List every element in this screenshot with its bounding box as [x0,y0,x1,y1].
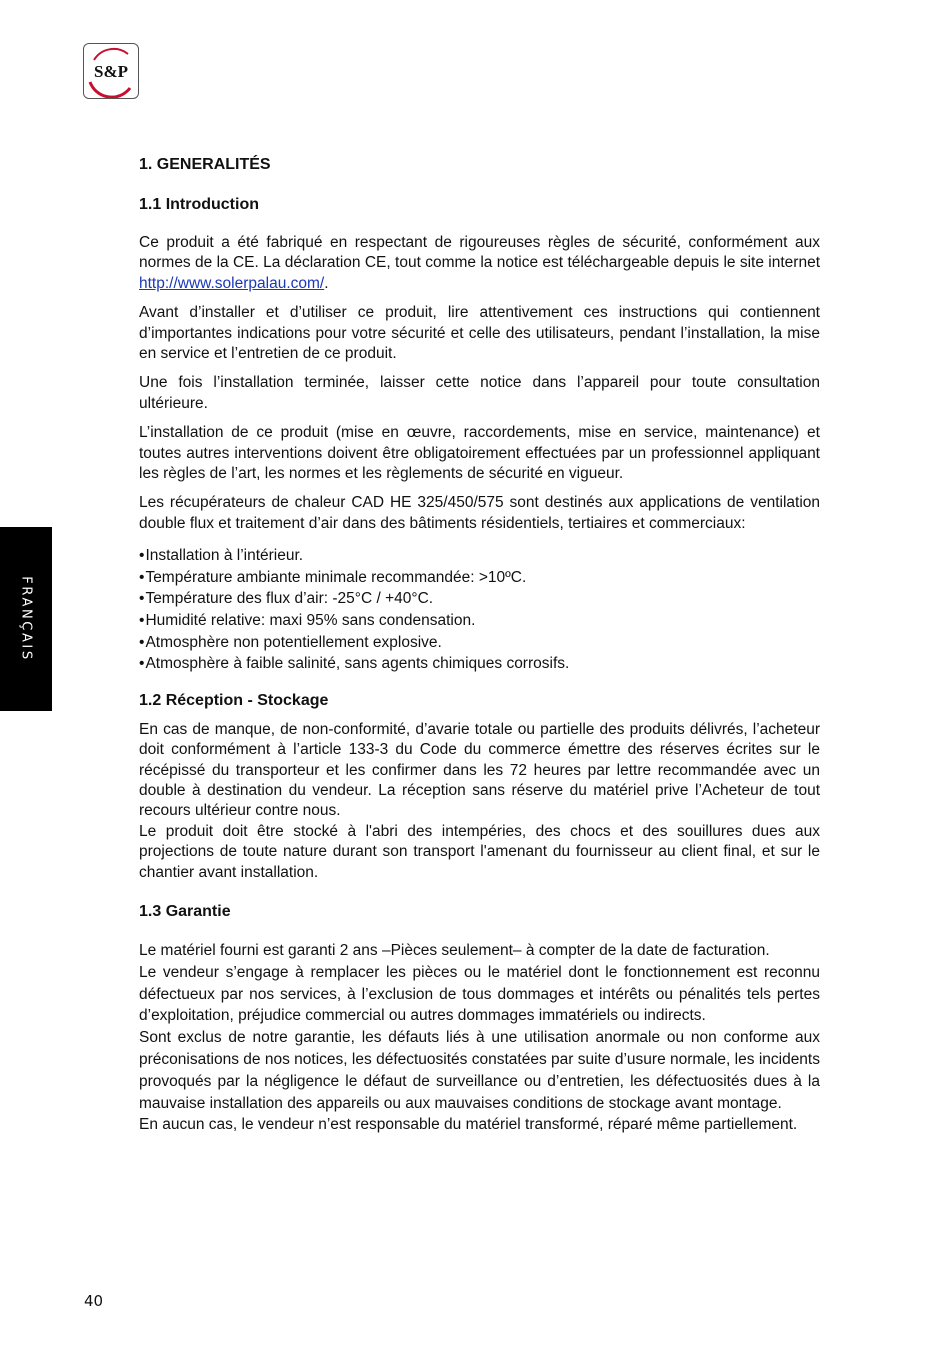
intro-paragraph-5: Les récupérateurs de chaleur CAD HE 325/450/575 sont destinés aux applications de ventilation double flux et traitement d’air dans des bâtiments résidentiels, tertiaires et commerciaux: [139,494,820,532]
garantie-paragraph-1: Le matériel fourni est garanti 2 ans –Pièces seulement– à compter de la date de facturation. [139,942,770,960]
reception-paragraph-2: Le produit doit être stocké à l'abri des intempéries, des chocs et des souillures dues aux projections de toute nature durant son transport l'amenant du fournisseur au client final, et sur le chantier avant installation. [139,822,820,881]
list-item: • Atmosphère à faible salinité, sans agents chimiques corrosifs. [139,653,820,675]
intro-paragraph-1: Ce produit a été fabriqué en respectant de rigoureuses règles de sécurité, conformément aux normes de la CE. La déclaration CE, tout comme la notice est téléchargeable depuis le site internet http://www.solerpalau.com/. [139,234,820,292]
garantie-paragraph-4: En aucun cas, le vendeur n’est responsable du matériel transformé, réparé même partiellement. [139,1116,798,1134]
reception-paragraph-1: En cas de manque, de non-conformité, d’avarie totale ou partielle des produits délivrés, l’acheteur doit conformément à l’article 133-3 du Code du commerce émettre des réserves écrites sur le récépissé du transporteur et les confirmer dans les 72 heures par lettre recommandée avec un double à destination du vendeur. La réception sans réserve du matériel prive l’Acheteur de tout recours ultérieur contre nous. [139,720,820,820]
list-item: • Température des flux d’air: -25°C / +40°C. [139,588,820,610]
logo-text: S&P [94,62,128,81]
garantie-heading: 1.3 Garantie [139,903,231,921]
page-number: 40 [84,1292,104,1310]
main-content [139,154,820,1136]
list-item: • Humidité relative: maxi 95% sans condensation. [139,610,820,632]
section-title: 1. GENERALITÉS [139,156,271,173]
garantie-paragraph-3: Sont exclus de notre garantie, les défauts liés à une utilisation anormale ou non conforme aux préconisations de nos notices, les défectuosités constatées par suite d’usure normale, les incidents provoqués par la négligence le défaut de surveillance ou d’entretien, les défectuosités dues à la mauvaise installation des appareils ou aux mauvaises conditions de stockage avant montage. [139,1029,820,1112]
list-item: • Atmosphère non potentiellement explosive. [139,632,820,654]
intro-paragraph-3: Une fois l’installation terminée, laisser cette notice dans l’appareil pour toute consultation ultérieure. [139,374,820,412]
intro-heading: 1.1 Introduction [139,196,259,213]
reception-heading: 1.2 Réception - Stockage [139,691,329,709]
conditions-list [139,545,820,675]
list-item: • Installation à l’intérieur. [139,545,820,567]
intro-paragraph-4: L’installation de ce produit (mise en œuvre, raccordements, mise en service, maintenance) et toutes autres interventions doivent être obligatoirement effectuées par un professionnel appliquant les règles de l’art, les normes et les règlements de sécurité en vigueur. [139,424,820,483]
list-item: • Température ambiante minimale recommandée: >10ºC. [139,567,820,589]
website-link[interactable]: http://www.solerpalau.com/ [139,274,325,292]
garantie-paragraph-2: Le vendeur s’engage à remplacer les pièces ou le matériel dont le fonctionnement est reconnu défectueux par nos services, à l’exclusion de tous dommages et intérêts ou pénalités tels pertes d’exploitation, préjudice commercial ou autres dommages immatériels ou indirects. [139,963,820,1025]
language-side-tab [0,527,52,711]
language-label: FRANÇAIS [18,576,34,662]
intro-paragraph-2: Avant d’installer et d’utiliser ce produit, lire attentivement ces instructions qui contiennent d’importantes indications pour votre sécurité et celle des utilisateurs, pendant l’installation, la mise en service et l’entretien de ce produit. [139,304,820,363]
brand-logo [83,43,139,99]
